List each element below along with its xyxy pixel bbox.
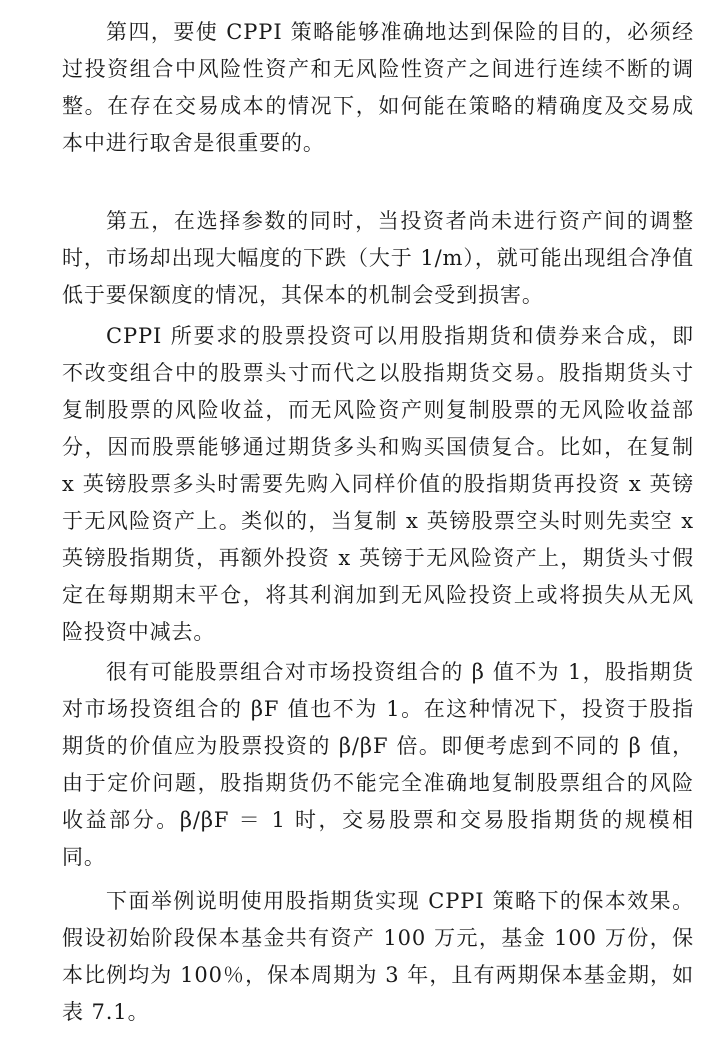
paragraph-synthetic-stock: CPPI 所要求的股票投资可以用股指期货和债券来合成，即不改变组合中的股票头寸而代之以股指期货交易。股指期货头寸复制股票的风险收益，而无风险资产则复制股票的无风险收益部分，因而股票能够通过期货多头和购买国债复合。比如，在复制 x 英镑股票多头时需要先购入同样价值的股指期货再投资 x 英镑于无风险资产上。类似的，当复制 x 英镑股票空头时则先卖空 x 英镑股指期货，再额外投资 x 英镑于无风险资产上，期货头寸假定在每期期末平仓，将其利润加到无风险投资上或将损失从无风险投资中减去。 bbox=[62, 324, 694, 644]
paragraph-beta-adjustment: 很有可能股票组合对市场投资组合的 β 值不为 1，股指期货对市场投资组合的 βF 值也不为 1。在这种情况下，投资于股指期货的价值应为股票投资的 β/βF 倍。即便考虑到不同的 β 值，由于定价问题，股指期货仍不能完全准确地复制股票组合的风险收益部分。β/βF ＝ 1 时，交易股票和交易股指期货的规模相同。 bbox=[62, 660, 694, 869]
paragraph-example-intro: 下面举例说明使用股指期货实现 CPPI 策略下的保本效果。假设初始阶段保本基金共有资产 100 万元，基金 100 万份，保本比例均为 100％，保本周期为 3 年，且有两期保本基金期，如表 7.1。 bbox=[62, 889, 694, 1024]
paragraph-cppi-adjustment: 第四，要使 CPPI 策略能够准确地达到保险的目的，必须经过投资组合中风险性资产和无风险性资产之间进行连续不断的调整。在存在交易成本的情况下，如何能在策略的精确度及交易成本中进行取舍是很重要的。 bbox=[62, 20, 694, 155]
paragraph-market-drop-risk: 第五，在选择参数的同时，当投资者尚未进行资产间的调整时，市场却出现大幅度的下跌（大于 1/m），就可能出现组合净值低于要保额度的情况，其保本的机制会受到损害。 bbox=[62, 209, 694, 307]
